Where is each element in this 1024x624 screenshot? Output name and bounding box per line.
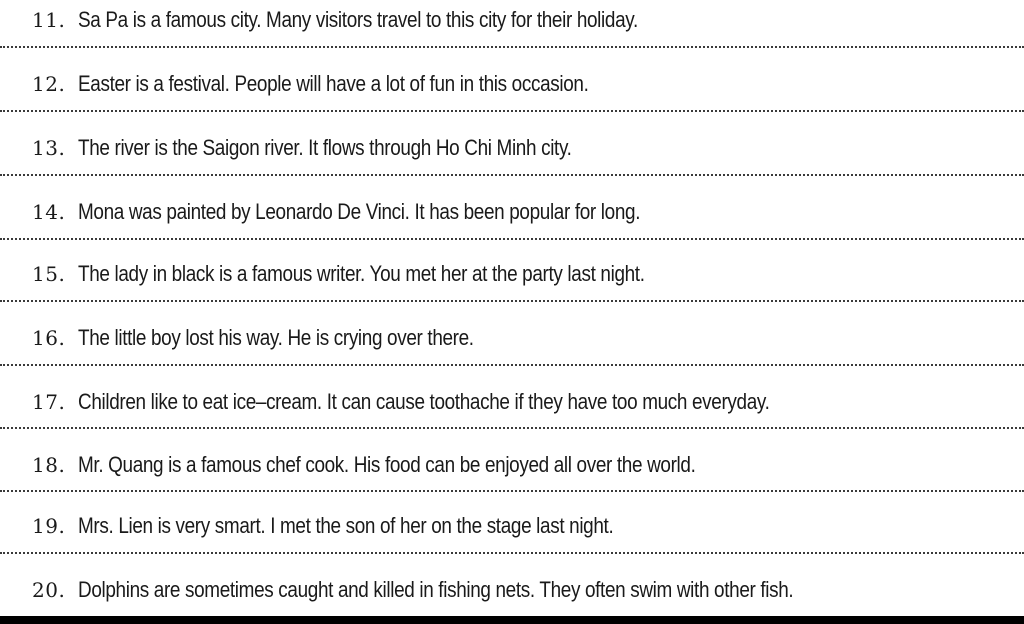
- exercise-item-13: [32, 131, 1024, 165]
- item-number: 11.: [32, 8, 66, 32]
- item-sentence: Mona was painted by Leonardo De Vinci. It has been popular for long.: [78, 199, 641, 224]
- exercise-item-12: [32, 67, 1024, 101]
- answer-line-15: [0, 300, 1024, 302]
- exercise-item-20: [32, 573, 1024, 607]
- item-number: 19.: [32, 514, 66, 538]
- item-sentence: The river is the Saigon river. It flows through Ho Chi Minh city.: [78, 135, 572, 160]
- answer-line-12: [0, 110, 1024, 112]
- item-number: 18.: [32, 453, 66, 477]
- answer-line-19: [0, 552, 1024, 554]
- answer-line-16: [0, 364, 1024, 366]
- item-number: 12.: [32, 72, 66, 96]
- bottom-border: [0, 616, 1024, 624]
- exercise-item-18: [32, 448, 1024, 482]
- exercise-item-11: [32, 3, 1024, 37]
- item-sentence: Dolphins are sometimes caught and killed in fishing nets. They often swim with other fish.: [78, 577, 794, 602]
- item-number: 20.: [32, 578, 66, 602]
- item-number: 17.: [32, 390, 66, 414]
- exercise-item-15: [32, 257, 1024, 291]
- item-number: 14.: [32, 200, 66, 224]
- answer-line-14: [0, 238, 1024, 240]
- answer-line-13: [0, 174, 1024, 176]
- item-sentence: Mrs. Lien is very smart. I met the son of her on the stage last night.: [78, 513, 614, 538]
- item-number: 15.: [32, 262, 66, 286]
- item-sentence: Sa Pa is a famous city. Many visitors travel to this city for their holiday.: [78, 7, 638, 32]
- item-number: 13.: [32, 136, 66, 160]
- item-sentence: The little boy lost his way. He is crying over there.: [78, 325, 474, 350]
- exercise-item-19: [32, 509, 1024, 543]
- exercise-item-16: [32, 321, 1024, 355]
- answer-line-18: [0, 490, 1024, 492]
- exercise-item-14: [32, 195, 1024, 229]
- item-sentence: Children like to eat ice–cream. It can cause toothache if they have too much everyday.: [78, 389, 770, 414]
- answer-line-11: [0, 46, 1024, 48]
- exercise-item-17: [32, 385, 1024, 419]
- item-sentence: Mr. Quang is a famous chef cook. His food can be enjoyed all over the world.: [78, 452, 696, 477]
- item-sentence: Easter is a festival. People will have a lot of fun in this occasion.: [78, 71, 589, 96]
- item-number: 16.: [32, 326, 66, 350]
- item-sentence: The lady in black is a famous writer. You met her at the party last night.: [78, 261, 645, 286]
- answer-line-17: [0, 427, 1024, 429]
